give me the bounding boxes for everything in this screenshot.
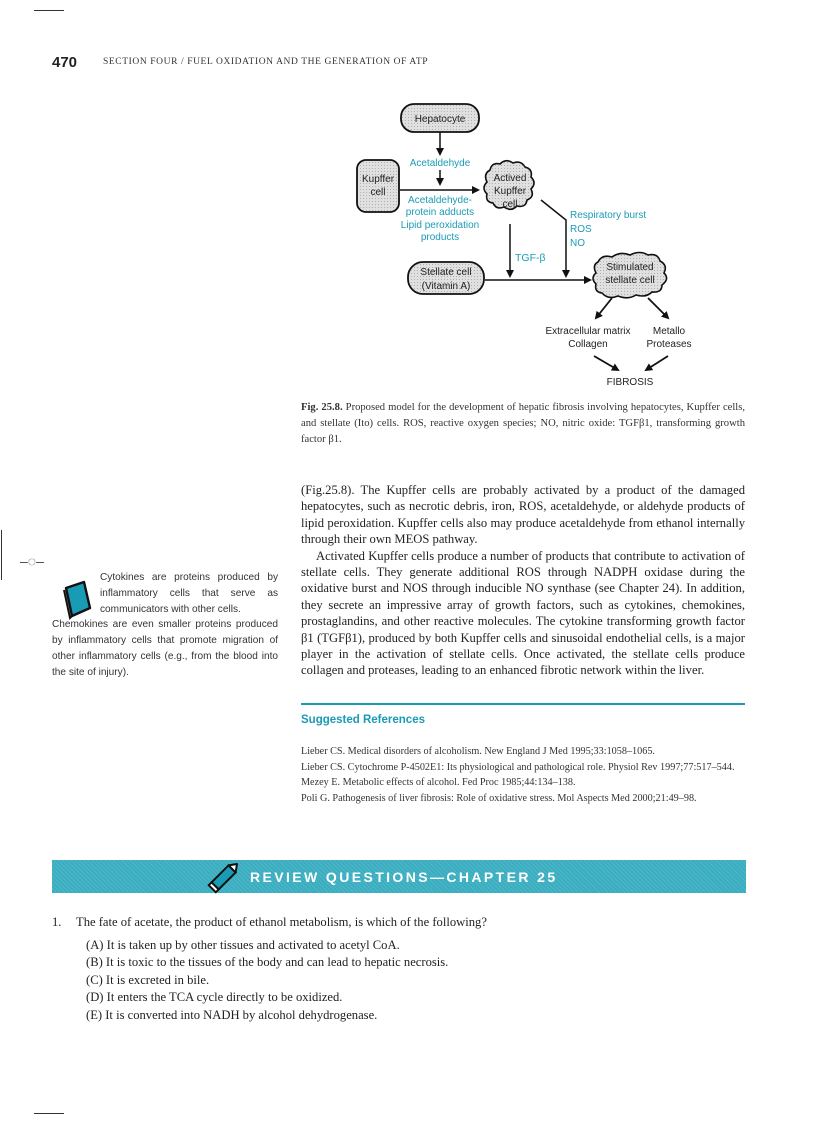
option-a: (A) It is taken up by other tissues and activated to acetyl CoA. (86, 938, 400, 952)
ecm-label-2: Collagen (568, 339, 608, 350)
kupffer-label-1: Kupffer (361, 174, 395, 185)
adducts-label-4: products (420, 232, 460, 243)
option-d: (D) It enters the TCA cycle directly to be oxidized. (86, 990, 343, 1005)
option-c: (C) It is excreted in bile. (86, 972, 210, 987)
stimulated-stellate-node (593, 253, 667, 298)
reference-item: Poli G. Pathogenesis of liver fibrosis: Role of oxidative stress. Mol Aspects Med 2000;21:49–98. (301, 792, 697, 804)
respiratory-label-1: Respiratory burst (570, 210, 647, 221)
crop-mark-left (1, 530, 2, 580)
adducts-label-1: Acetaldehyde- (408, 195, 472, 206)
hepatocyte-node (401, 104, 479, 132)
stellate-cell-node (408, 262, 484, 294)
arrow-to-metallo (648, 298, 668, 318)
option-e: (E) It is converted into NADH by alcohol dehydrogenase. (86, 1007, 378, 1022)
metallo-label-1: Metallo (652, 326, 686, 337)
metallo-label-2: Proteases (646, 339, 692, 350)
figure-caption (301, 400, 745, 448)
arrow-to-ecm (596, 298, 612, 318)
fibrosis-label: FIBROSIS (606, 377, 654, 388)
body-paragraph-1: (Fig.25.8). The Kupffer cells are probably activated by a product of the damaged hepatocytes, such as necrotic debris, iron, ROS, acetaldehyde, or aldehyde products of lipid peroxidation. Kupffer cells also may produce acetaldehyde from ethanol internally through their own MEOS pathway. (301, 483, 745, 547)
crop-mark-bottom (34, 1113, 64, 1114)
running-header: SECTION FOUR / FUEL OXIDATION AND THE GENERATION OF ATP (103, 57, 429, 67)
fibrosis-diagram (0, 0, 816, 400)
section-divider (301, 703, 745, 705)
stimulated-label-1: Stimulated (606, 262, 654, 273)
pencil-icon (207, 858, 243, 894)
body-text (301, 482, 745, 679)
adducts-label-2: protein adducts (405, 207, 475, 218)
stellate-label-2: (Vitamin A) (421, 281, 471, 292)
adducts-label-3: Lipid peroxidation (400, 220, 480, 231)
stimulated-label-2: stellate cell (605, 275, 655, 286)
question-number: 1. (52, 915, 62, 929)
hepatocyte-label: Hepatocyte (414, 114, 466, 125)
reference-item: Lieber CS. Cytochrome P-4502E1: Its physiological and pathological role. Physiol Rev 1997;77:517–544. (301, 761, 735, 773)
sidebar-chemokines: Chemokines are even smaller proteins produced by inflammatory cells that promote migration of other inflammatory cells (e.g., from the blood into the site of injury). (52, 619, 278, 678)
stellate-label-1: Stellate cell (420, 267, 472, 278)
option-b: (B) It is toxic to the tissues of the body and can lead to hepatic necrosis. (86, 955, 449, 970)
caption-text: Proposed model for the development of hepatic fibrosis involving hepatocytes, Kupffer cells, and stellate (Ito) cells. ROS, reactive oxygen species; NO, nitric oxide: TGFβ1, transforming growth factor β1. (301, 402, 745, 445)
actived-label-3: cell (502, 199, 518, 210)
ecm-label-1: Extracellular matrix (545, 326, 631, 337)
arrow-metallo-to-fibrosis (646, 356, 668, 370)
tgf-label: TGF-β (515, 252, 546, 264)
sidebar-cytokines: Cytokines are proteins produced by inflammatory cells that serve as communicators with other cells. (100, 572, 278, 615)
question-text: The fate of acetate, the product of ethanol metabolism, is which of the following? (76, 915, 487, 929)
acetaldehyde-label: Acetaldehyde (409, 158, 471, 169)
kupffer-cell-node (357, 160, 399, 212)
registration-mark-icon: –◌– (20, 553, 44, 569)
arrow-respiratory-burst (541, 200, 566, 276)
reference-item: Mezey E. Metabolic effects of alcohol. Fed Proc 1985;44:134–138. (301, 777, 576, 789)
actived-label-2: Kupffer (493, 186, 527, 197)
kupffer-label-2: cell (370, 187, 386, 198)
page-number: 470 (52, 54, 78, 71)
respiratory-label-3: NO (570, 238, 585, 249)
reference-item: Lieber CS. Medical disorders of alcoholism. New England J Med 1995;33:1058–1065. (301, 746, 655, 757)
arrow-ecm-to-fibrosis (594, 356, 618, 370)
question-1 (52, 914, 746, 931)
actived-kupffer-node (484, 161, 534, 210)
review-title: REVIEW QUESTIONS—CHAPTER 25 (250, 869, 558, 885)
caption-label: Fig. 25.8. (301, 402, 343, 413)
answer-options (86, 937, 686, 1024)
references-heading: Suggested References (301, 714, 425, 726)
respiratory-label-2: ROS (570, 224, 592, 235)
sidebar-note (52, 570, 278, 681)
actived-label-1: Actived (493, 173, 527, 184)
references-list (301, 744, 745, 806)
body-paragraph-2: Activated Kupffer cells produce a number of products that contribute to activation of stellate cells. They generate additional ROS through NADPH oxidase during the oxidative burst and NOS through inducible NO synthase (see Chapter 24). In addition, they secrete an impressive array of growth factors, such as cytokines, chemokines, prostaglandins, and other reactive molecules. The cytokine transforming growth factor β1 (TGFβ1), produced by both Kupffer cells and sinusoidal endothelial cells, is a major player in the activation of stellate cells. Once activated, the stellate cells produce collagen and proteases, leading to an enhanced fibrotic network within the liver. (301, 548, 745, 678)
